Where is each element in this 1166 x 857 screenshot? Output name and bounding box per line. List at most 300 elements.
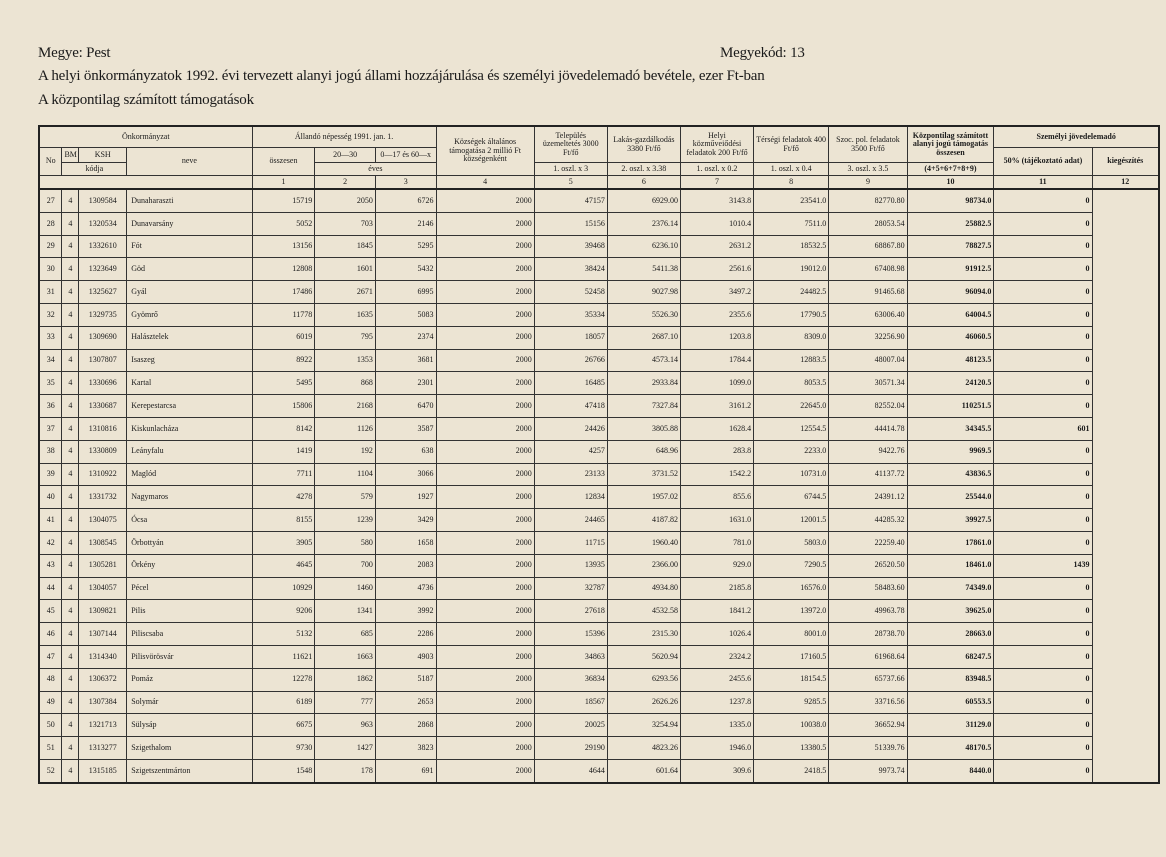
row-col10-total: 83948.5: [907, 668, 994, 691]
row-col5: 12834: [534, 486, 607, 509]
row-ksh-code: 1310816: [79, 417, 127, 440]
row-col11-szja: 0: [994, 326, 1092, 349]
col-header-4: Községek általános támogatása 2 millió Ft községenként: [436, 126, 534, 176]
col-formula-5: 1. oszl. x 3: [534, 163, 607, 176]
col-header-5: Település üzemeltetés 3000 Ft/fő: [534, 126, 607, 163]
row-ksh-code: 1307807: [79, 349, 127, 372]
row-col5: 13935: [534, 554, 607, 577]
row-col11-szja: 0: [994, 212, 1092, 235]
row-col6: 3805.88: [607, 417, 680, 440]
row-municipality-name: Szigethalom: [127, 737, 252, 760]
row-ksh-code: 1330696: [79, 372, 127, 395]
col-header-20-30: 20—30: [315, 148, 376, 163]
row-col6: 2366.00: [607, 554, 680, 577]
row-col9: 28738.70: [829, 623, 907, 646]
row-population-20-30: 1341: [315, 600, 376, 623]
row-municipality-name: Sülysáp: [127, 714, 252, 737]
row-population-20-30: 580: [315, 531, 376, 554]
row-col9: 67408.98: [829, 258, 907, 281]
row-col9: 22259.40: [829, 531, 907, 554]
table-row: [39, 623, 1159, 646]
row-col6: 648.96: [607, 440, 680, 463]
row-col6: 3731.52: [607, 463, 680, 486]
row-col6: 2376.14: [607, 212, 680, 235]
col-number: 1: [252, 176, 315, 190]
row-bm: 4: [62, 212, 79, 235]
row-no: 28: [39, 212, 62, 235]
row-col9: 44414.78: [829, 417, 907, 440]
row-col10-total: 8440.0: [907, 759, 994, 782]
row-ksh-code: 1320534: [79, 212, 127, 235]
row-col4: 2000: [436, 759, 534, 782]
row-bm: 4: [62, 691, 79, 714]
row-col8: 2418.5: [754, 759, 829, 782]
col-header-bm: BM: [62, 148, 79, 163]
col-formula-6: 2. oszl. x 3.38: [607, 163, 680, 176]
row-col10-total: 110251.5: [907, 395, 994, 418]
row-population-total: 4645: [252, 554, 315, 577]
row-col4: 2000: [436, 189, 534, 212]
row-col6: 4934.80: [607, 577, 680, 600]
row-population-total: 11778: [252, 303, 315, 326]
row-population-20-30: 685: [315, 623, 376, 646]
row-ksh-code: 1329735: [79, 303, 127, 326]
row-col11-szja: 0: [994, 645, 1092, 668]
row-municipality-name: Piliscsaba: [127, 623, 252, 646]
row-population-0-17: 4903: [375, 645, 436, 668]
row-col6: 5620.94: [607, 645, 680, 668]
row-population-20-30: 777: [315, 691, 376, 714]
row-col7: 309.6: [680, 759, 753, 782]
col-formula-7: 1. oszl. x 0.2: [680, 163, 753, 176]
row-col6: 6293.56: [607, 668, 680, 691]
row-bm: 4: [62, 668, 79, 691]
row-bm: 4: [62, 349, 79, 372]
row-ksh-code: 1304057: [79, 577, 127, 600]
row-municipality-name: Göd: [127, 258, 252, 281]
row-population-0-17: 2301: [375, 372, 436, 395]
row-col6: 6929.00: [607, 189, 680, 212]
row-population-20-30: 700: [315, 554, 376, 577]
row-col7: 1784.4: [680, 349, 753, 372]
row-col7: 2324.2: [680, 645, 753, 668]
table-row: [39, 258, 1159, 281]
row-col11-szja: 0: [994, 531, 1092, 554]
row-municipality-name: Ócsa: [127, 509, 252, 532]
row-col10-total: 24120.5: [907, 372, 994, 395]
row-col7: 1841.2: [680, 600, 753, 623]
row-col7: 2631.2: [680, 235, 753, 258]
row-population-total: 1548: [252, 759, 315, 782]
row-population-0-17: 2146: [375, 212, 436, 235]
table-row: [39, 486, 1159, 509]
row-no: 37: [39, 417, 62, 440]
row-population-total: 17486: [252, 281, 315, 304]
row-population-0-17: 6470: [375, 395, 436, 418]
row-col8: 22645.0: [754, 395, 829, 418]
col-header-ksh: KSH: [79, 148, 127, 163]
row-no: 29: [39, 235, 62, 258]
row-col9: 68867.80: [829, 235, 907, 258]
row-ksh-code: 1332610: [79, 235, 127, 258]
row-municipality-name: Isaszeg: [127, 349, 252, 372]
row-col8: 9285.5: [754, 691, 829, 714]
row-population-20-30: 1460: [315, 577, 376, 600]
row-col4: 2000: [436, 281, 534, 304]
row-population-20-30: 579: [315, 486, 376, 509]
col-number: 11: [994, 176, 1092, 190]
table-row: [39, 235, 1159, 258]
row-col9: 44285.32: [829, 509, 907, 532]
row-col8: 10731.0: [754, 463, 829, 486]
row-col8: 18154.5: [754, 668, 829, 691]
row-col9: 91465.68: [829, 281, 907, 304]
row-col10-total: 25882.5: [907, 212, 994, 235]
row-col8: 12554.5: [754, 417, 829, 440]
row-population-20-30: 1126: [315, 417, 376, 440]
row-population-total: 9206: [252, 600, 315, 623]
row-population-0-17: 5295: [375, 235, 436, 258]
col-number: 2: [315, 176, 376, 190]
row-col5: 16485: [534, 372, 607, 395]
row-population-0-17: 691: [375, 759, 436, 782]
row-bm: 4: [62, 463, 79, 486]
row-col4: 2000: [436, 668, 534, 691]
row-col9: 26520.50: [829, 554, 907, 577]
row-population-20-30: 1104: [315, 463, 376, 486]
col-number: 5: [534, 176, 607, 190]
row-col9: 28053.54: [829, 212, 907, 235]
row-population-20-30: 1845: [315, 235, 376, 258]
row-ksh-code: 1309821: [79, 600, 127, 623]
row-municipality-name: Maglód: [127, 463, 252, 486]
row-col8: 7511.0: [754, 212, 829, 235]
row-municipality-name: Solymár: [127, 691, 252, 714]
row-population-20-30: 178: [315, 759, 376, 782]
row-col5: 47157: [534, 189, 607, 212]
col-header-neve: neve: [127, 148, 252, 176]
row-population-0-17: 4736: [375, 577, 436, 600]
row-col8: 12883.5: [754, 349, 829, 372]
row-col10-total: 68247.5: [907, 645, 994, 668]
row-no: 48: [39, 668, 62, 691]
row-col9: 48007.04: [829, 349, 907, 372]
row-col10-total: 78827.5: [907, 235, 994, 258]
col-number: 3: [375, 176, 436, 190]
row-col4: 2000: [436, 486, 534, 509]
row-population-0-17: 3681: [375, 349, 436, 372]
row-col9: 82770.80: [829, 189, 907, 212]
row-col8: 19012.0: [754, 258, 829, 281]
row-no: 52: [39, 759, 62, 782]
row-col7: 1237.8: [680, 691, 753, 714]
row-col4: 2000: [436, 645, 534, 668]
row-col10-total: 96094.0: [907, 281, 994, 304]
row-col7: 1628.4: [680, 417, 753, 440]
row-col9: 9422.76: [829, 440, 907, 463]
row-bm: 4: [62, 759, 79, 782]
row-col10-total: 74349.0: [907, 577, 994, 600]
col-header-11: 50% (tájékoztató adat): [994, 148, 1092, 176]
row-col5: 15396: [534, 623, 607, 646]
row-population-0-17: 3587: [375, 417, 436, 440]
row-population-0-17: 1927: [375, 486, 436, 509]
row-col10-total: 31129.0: [907, 714, 994, 737]
row-col4: 2000: [436, 372, 534, 395]
row-col4: 2000: [436, 714, 534, 737]
row-population-0-17: 2868: [375, 714, 436, 737]
table-row: [39, 600, 1159, 623]
row-bm: 4: [62, 509, 79, 532]
col-header-0-17: 0—17 és 60—x: [375, 148, 436, 163]
row-col6: 2315.30: [607, 623, 680, 646]
row-col11-szja: 601: [994, 417, 1092, 440]
col-header-6: Lakás-gazdálkodás 3380 Ft/fő: [607, 126, 680, 163]
col-group-population: Állandó népesség 1991. jan. 1.: [252, 126, 436, 148]
row-col11-szja: 0: [994, 303, 1092, 326]
row-col4: 2000: [436, 349, 534, 372]
col-group-szja: Személyi jövedelemadó: [994, 126, 1159, 148]
row-population-total: 5495: [252, 372, 315, 395]
row-no: 31: [39, 281, 62, 304]
row-col10-total: 18461.0: [907, 554, 994, 577]
table-row: [39, 303, 1159, 326]
row-population-20-30: 2671: [315, 281, 376, 304]
table-row: [39, 668, 1159, 691]
row-col4: 2000: [436, 417, 534, 440]
row-municipality-name: Kartal: [127, 372, 252, 395]
row-population-total: 12278: [252, 668, 315, 691]
row-bm: 4: [62, 577, 79, 600]
row-ksh-code: 1307384: [79, 691, 127, 714]
row-col8: 17790.5: [754, 303, 829, 326]
row-population-0-17: 2653: [375, 691, 436, 714]
row-bm: 4: [62, 645, 79, 668]
row-col9: 51339.76: [829, 737, 907, 760]
row-col5: 23133: [534, 463, 607, 486]
row-population-20-30: 1353: [315, 349, 376, 372]
table-row: [39, 212, 1159, 235]
row-no: 40: [39, 486, 62, 509]
row-municipality-name: Pomáz: [127, 668, 252, 691]
table-row: [39, 509, 1159, 532]
table-body: [39, 189, 1159, 783]
row-population-total: 8155: [252, 509, 315, 532]
row-no: 39: [39, 463, 62, 486]
row-municipality-name: Pilisvörösvár: [127, 645, 252, 668]
row-col7: 2185.8: [680, 577, 753, 600]
row-population-total: 1419: [252, 440, 315, 463]
row-population-20-30: 2050: [315, 189, 376, 212]
row-col10-total: 39625.0: [907, 600, 994, 623]
row-ksh-code: 1308545: [79, 531, 127, 554]
row-col6: 4187.82: [607, 509, 680, 532]
row-col5: 32787: [534, 577, 607, 600]
municipality-table: [38, 125, 1160, 784]
row-col8: 2233.0: [754, 440, 829, 463]
row-col10-total: 48170.5: [907, 737, 994, 760]
row-bm: 4: [62, 440, 79, 463]
col-header-10: Központilag számított alanyi jogú támogatás összesen: [907, 126, 994, 163]
row-col4: 2000: [436, 440, 534, 463]
col-number: 10: [907, 176, 994, 190]
row-col10-total: 28663.0: [907, 623, 994, 646]
col-number: 6: [607, 176, 680, 190]
row-col10-total: 39927.5: [907, 509, 994, 532]
row-col4: 2000: [436, 554, 534, 577]
row-col6: 6236.10: [607, 235, 680, 258]
row-col5: 24465: [534, 509, 607, 532]
row-col5: 38424: [534, 258, 607, 281]
row-col8: 10038.0: [754, 714, 829, 737]
row-col10-total: 25544.0: [907, 486, 994, 509]
row-col6: 1960.40: [607, 531, 680, 554]
row-col9: 49963.78: [829, 600, 907, 623]
row-population-total: 11621: [252, 645, 315, 668]
col-header-osszesen: összesen: [252, 148, 315, 176]
row-col10-total: 48123.5: [907, 349, 994, 372]
row-col4: 2000: [436, 577, 534, 600]
table-row: [39, 577, 1159, 600]
row-col11-szja: 0: [994, 235, 1092, 258]
row-col11-szja: 0: [994, 623, 1092, 646]
row-col7: 1099.0: [680, 372, 753, 395]
row-col8: 24482.5: [754, 281, 829, 304]
row-col6: 5526.30: [607, 303, 680, 326]
row-col4: 2000: [436, 235, 534, 258]
row-municipality-name: Leányfalu: [127, 440, 252, 463]
row-population-0-17: 6995: [375, 281, 436, 304]
row-bm: 4: [62, 737, 79, 760]
row-col9: 33716.56: [829, 691, 907, 714]
row-col11-szja: 1439: [994, 554, 1092, 577]
row-ksh-code: 1325627: [79, 281, 127, 304]
row-col5: 29190: [534, 737, 607, 760]
row-population-0-17: 2083: [375, 554, 436, 577]
row-population-0-17: 1658: [375, 531, 436, 554]
row-col9: 82552.04: [829, 395, 907, 418]
row-col5: 18057: [534, 326, 607, 349]
row-col9: 61968.64: [829, 645, 907, 668]
row-no: 30: [39, 258, 62, 281]
row-col11-szja: 0: [994, 600, 1092, 623]
row-population-0-17: 3823: [375, 737, 436, 760]
row-ksh-code: 1310922: [79, 463, 127, 486]
col-number: 7: [680, 176, 753, 190]
table-header: [39, 126, 1159, 189]
row-col7: 2561.6: [680, 258, 753, 281]
row-population-0-17: 5187: [375, 668, 436, 691]
row-col11-szja: 0: [994, 577, 1092, 600]
col-group-onkormanyzat: Önkormányzat: [39, 126, 252, 148]
row-population-20-30: 1862: [315, 668, 376, 691]
col-header-eves: éves: [315, 163, 436, 176]
row-col6: 601.64: [607, 759, 680, 782]
row-col9: 63006.40: [829, 303, 907, 326]
row-population-total: 12808: [252, 258, 315, 281]
row-population-0-17: 2374: [375, 326, 436, 349]
row-col7: 781.0: [680, 531, 753, 554]
row-ksh-code: 1323649: [79, 258, 127, 281]
col-header-kodja: kódja: [62, 163, 127, 176]
row-col4: 2000: [436, 623, 534, 646]
row-population-20-30: 2168: [315, 395, 376, 418]
row-col11-szja: 0: [994, 691, 1092, 714]
row-col8: 16576.0: [754, 577, 829, 600]
row-population-0-17: 3066: [375, 463, 436, 486]
row-col10-total: 98734.0: [907, 189, 994, 212]
row-col7: 1631.0: [680, 509, 753, 532]
row-population-total: 3905: [252, 531, 315, 554]
row-col6: 2933.84: [607, 372, 680, 395]
row-col4: 2000: [436, 463, 534, 486]
row-ksh-code: 1315185: [79, 759, 127, 782]
row-municipality-name: Fót: [127, 235, 252, 258]
row-municipality-name: Halásztelek: [127, 326, 252, 349]
row-no: 47: [39, 645, 62, 668]
row-bm: 4: [62, 235, 79, 258]
row-population-0-17: 3429: [375, 509, 436, 532]
row-col6: 9027.98: [607, 281, 680, 304]
row-municipality-name: Szigetszentmárton: [127, 759, 252, 782]
row-no: 33: [39, 326, 62, 349]
row-ksh-code: 1321713: [79, 714, 127, 737]
row-col8: 17160.5: [754, 645, 829, 668]
row-population-20-30: 1239: [315, 509, 376, 532]
row-col5: 34863: [534, 645, 607, 668]
row-population-20-30: 963: [315, 714, 376, 737]
row-bm: 4: [62, 258, 79, 281]
row-ksh-code: 1305281: [79, 554, 127, 577]
row-col5: 15156: [534, 212, 607, 235]
row-col8: 6744.5: [754, 486, 829, 509]
row-col4: 2000: [436, 531, 534, 554]
col-header-no: No: [39, 148, 62, 176]
row-population-total: 4278: [252, 486, 315, 509]
row-col6: 2687.10: [607, 326, 680, 349]
row-col10-total: 9969.5: [907, 440, 994, 463]
col-number: 12: [1092, 176, 1159, 190]
row-col8: 13972.0: [754, 600, 829, 623]
row-population-0-17: 5432: [375, 258, 436, 281]
row-col4: 2000: [436, 258, 534, 281]
row-col5: 20025: [534, 714, 607, 737]
row-col7: 3161.2: [680, 395, 753, 418]
row-col6: 5411.38: [607, 258, 680, 281]
row-col7: 3143.8: [680, 189, 753, 212]
row-col6: 4532.58: [607, 600, 680, 623]
row-no: 46: [39, 623, 62, 646]
row-ksh-code: 1307144: [79, 623, 127, 646]
row-no: 34: [39, 349, 62, 372]
row-col7: 2355.6: [680, 303, 753, 326]
row-population-20-30: 868: [315, 372, 376, 395]
table-row: [39, 395, 1159, 418]
row-col9: 9973.74: [829, 759, 907, 782]
row-col9: 58483.60: [829, 577, 907, 600]
row-population-20-30: 1635: [315, 303, 376, 326]
row-no: 44: [39, 577, 62, 600]
row-col10-total: 46060.5: [907, 326, 994, 349]
row-no: 45: [39, 600, 62, 623]
row-col4: 2000: [436, 212, 534, 235]
row-col7: 1946.0: [680, 737, 753, 760]
col-number: 9: [829, 176, 907, 190]
row-municipality-name: Kiskunlacháza: [127, 417, 252, 440]
row-population-0-17: 638: [375, 440, 436, 463]
row-col9: 30571.34: [829, 372, 907, 395]
row-ksh-code: 1304075: [79, 509, 127, 532]
